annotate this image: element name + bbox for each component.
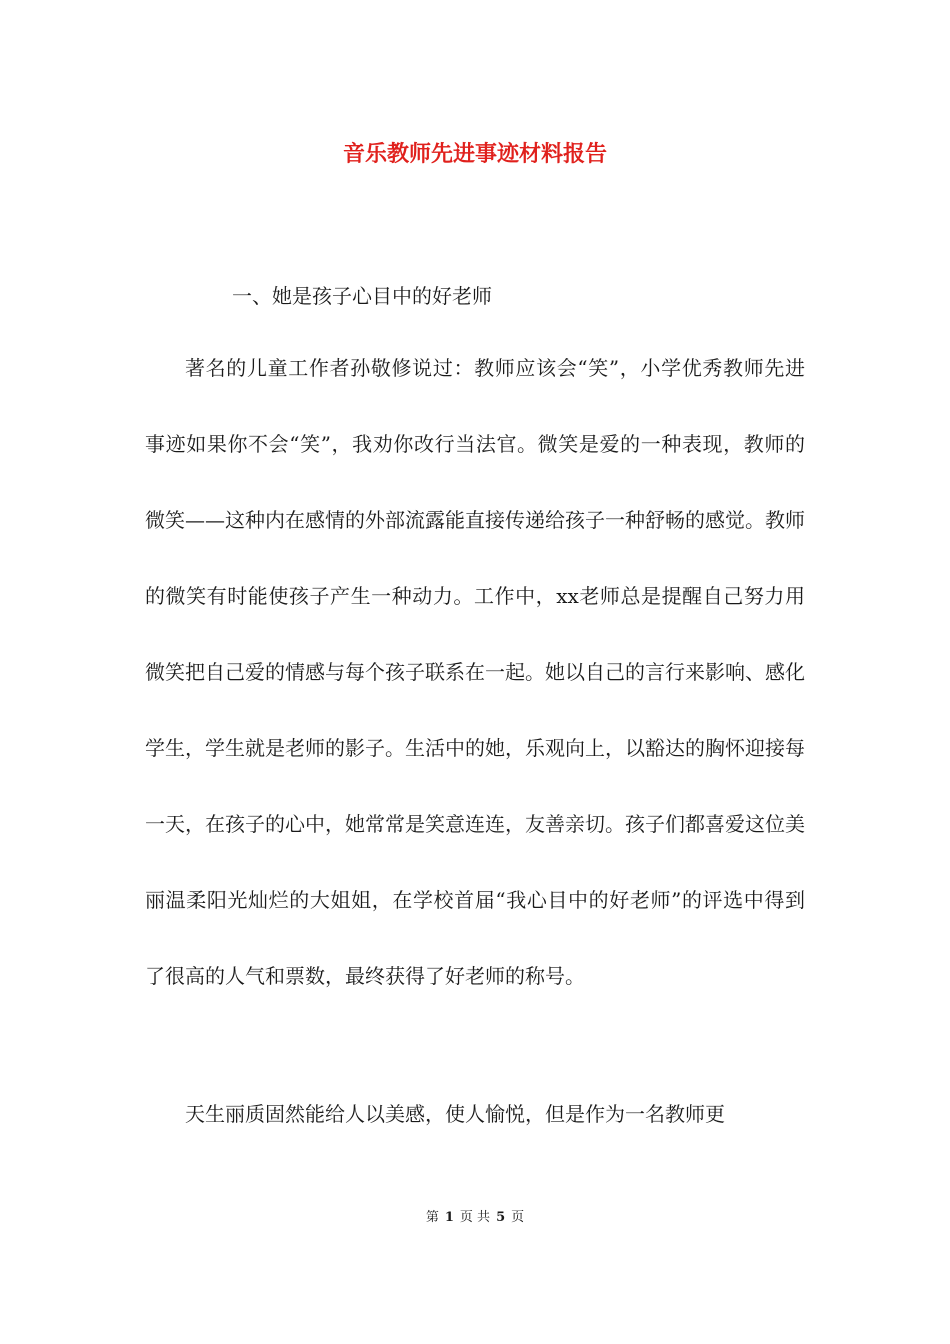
footer-current-page: 1 (444, 1210, 454, 1225)
footer-suffix: 页 (511, 1210, 525, 1225)
document-title: 音乐教师先进事迹材料报告 (342, 141, 607, 167)
body-paragraph-1: 著名的儿童工作者孙敬修说过：教师应该会“笑”，小学优秀教师先进事迹如果你不会“笑”，我劝你改行当法官。微笑是爱的一种表现，教师的微笑——这种内在感情的外部流露能直接传递给孩子一种舒畅的感觉。教师的微笑有时能使孩子产生一种动力。工作中，xx老师总是提醒自己努力用微笑把自己爱的情感与每个孩子联系在一起。她以自己的言行来影响、感化学生，学生就是老师的影子。生活中的她，乐观向上，以豁达的胸怀迎接每一天，在孩子的心中，她常常是笑意连连，友善亲切。孩子们都喜爱这位美丽温柔阳光灿烂的大姐姐，在学校首届“我心目中的好老师”的评选中得到了很高的人气和票数，最终获得了好老师的称号。 (145, 356, 805, 988)
footer-prefix: 第 (425, 1210, 439, 1225)
page-footer (0, 1208, 950, 1228)
footer-mid: 页 共 (459, 1210, 491, 1225)
footer-total-pages: 5 (496, 1210, 506, 1225)
body-paragraph-2: 天生丽质固然能给人以美感，使人愉悦，但是作为一名教师更 (185, 1102, 725, 1126)
section-heading: 一、她是孩子心目中的好老师 (232, 284, 492, 308)
